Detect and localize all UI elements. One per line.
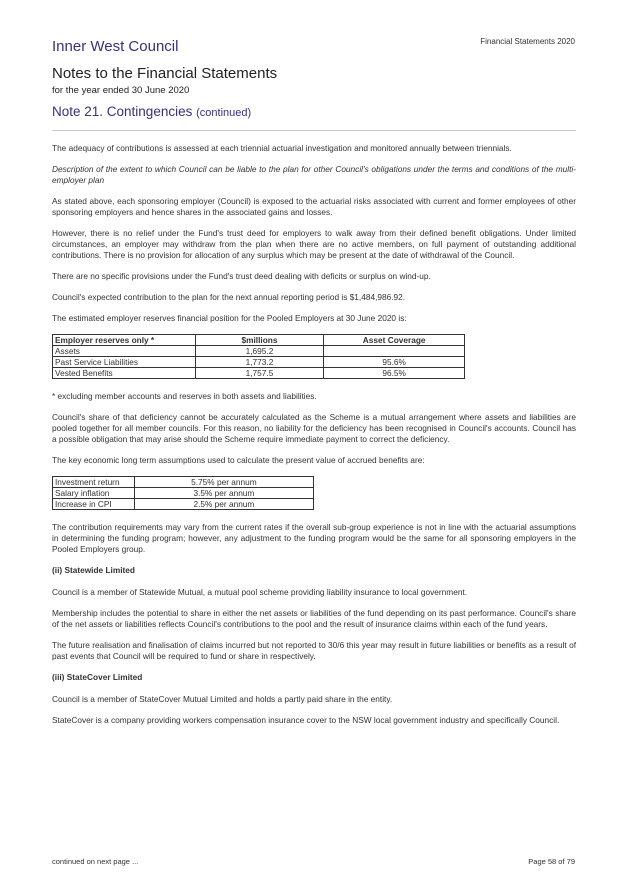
assumptions-table — [52, 476, 314, 510]
page-subtitle: for the year ended 30 June 2020 — [52, 85, 190, 96]
header-divider — [52, 130, 576, 131]
paragraph: There are no specific provisions under the Fund's trust deed dealing with deficits or surplus on wind-up. — [52, 271, 431, 281]
table-cell — [324, 346, 465, 357]
continued-note: continued on next page ... — [52, 857, 139, 866]
table-row — [53, 346, 465, 357]
table-cell: 1,757.5 — [195, 368, 324, 379]
page-title: Notes to the Financial Statements — [52, 65, 278, 82]
note-body — [52, 143, 576, 736]
table-header-cell: Employer reserves only * — [53, 335, 196, 346]
reserves-table — [52, 334, 465, 379]
table-cell: Increase in CPI — [53, 499, 135, 510]
table-cell: Investment return — [53, 477, 135, 488]
table-cell: 1,773.2 — [195, 357, 324, 368]
table-cell: Past Service Liabilities — [53, 357, 196, 368]
paragraph: The key economic long term assumptions used to calculate the present value of accrued benefits are: — [52, 455, 425, 465]
footnote: * excluding member accounts and reserves in both assets and liabilities. — [52, 391, 317, 401]
page-number: Page 58 of 79 — [528, 857, 575, 866]
table-cell: 2.5% per annum — [134, 499, 313, 510]
paragraph: As stated above, each sponsoring employer (Council) is exposed to the actuarial risks associated with current and former employees of other sponsoring employers and hence shares in the associated gains and losses. — [52, 196, 576, 217]
report-label: Financial Statements 2020 — [480, 37, 575, 46]
paragraph: Council is a member of StateCover Mutual Limited and holds a partly paid share in the entity. — [52, 694, 393, 704]
table-row — [53, 488, 314, 499]
table-cell: 1,695.2 — [195, 346, 324, 357]
paragraph: Council's expected contribution to the plan for the next annual reporting period is $1,484,986.92. — [52, 292, 406, 302]
table-cell: Salary inflation — [53, 488, 135, 499]
section-heading: (iii) StateCover Limited — [52, 672, 143, 682]
table-row — [53, 499, 314, 510]
paragraph: Council's share of that deficiency cannot be accurately calculated as the Scheme is a mutual arrangement where assets and liabilities are pooled together for all member councils. For this reason, no liability for the deficiency has been recognised in Council's accounts. Council has a possible obligation that may arise should the Scheme require immediate payment to correct the deficiency. — [52, 412, 576, 444]
paragraph: Council is a member of Statewide Mutual, a mutual pool scheme providing liability insurance to local government. — [52, 587, 468, 597]
table-header-row — [53, 335, 465, 346]
table-cell: Vested Benefits — [53, 368, 196, 379]
table-row — [53, 357, 465, 368]
council-name: Inner West Council — [52, 38, 179, 55]
paragraph: The future realisation and finalisation of claims incurred but not reported to 30/6 this year may result in future liabilities or benefits as a result of past events that Council will be required to fund or share in respectively. — [52, 640, 576, 661]
section-heading: (ii) Statewide Limited — [52, 565, 135, 575]
table-cell: 95.6% — [324, 357, 465, 368]
table-cell: Assets — [53, 346, 196, 357]
paragraph: The estimated employer reserves financial position for the Pooled Employers at 30 June 2020 is: — [52, 313, 407, 323]
table-row — [53, 477, 314, 488]
table-cell: 5.75% per annum — [134, 477, 313, 488]
table-cell: 96.5% — [324, 368, 465, 379]
paragraph-italic: Description of the extent to which Council can be liable to the plan for other Council's obligations under the terms and conditions of the multi-employer plan — [52, 164, 576, 185]
table-header-cell: $millions — [195, 335, 324, 346]
table-cell: 3.5% per annum — [134, 488, 313, 499]
paragraph: StateCover is a company providing workers compensation insurance cover to the NSW local government industry and specifically Council. — [52, 715, 560, 725]
note-suffix: (continued) — [196, 107, 252, 119]
note-title: Note 21. Contingencies — [52, 104, 193, 119]
paragraph: The adequacy of contributions is assessed at each triennial actuarial investigation and monitored annually between triennials. — [52, 143, 512, 153]
table-header-cell: Asset Coverage — [324, 335, 465, 346]
table-row — [53, 368, 465, 379]
paragraph: Membership includes the potential to share in either the net assets or liabilities of the fund depending on its past performance. Council's share of the net assets or liabilities reflects Council's contributions to the pool and the result of insurance claims within each of the fund years. — [52, 608, 576, 629]
paragraph: The contribution requirements may vary from the current rates if the overall sub-group experience is not in line with the actuarial assumptions in determining the funding program; however, any adjustment to the funding program would be the same for all sponsoring employers in the Pooled Employers group. — [52, 522, 576, 554]
paragraph: However, there is no relief under the Fund's trust deed for employers to walk away from their defined benefit obligations. Under limited circumstances, an employer may withdraw from the plan when there are no active members, on full payment of outstanding additional contributions. There is no provision for allocation of any surplus which may be present at the date of withdrawal of the Council. — [52, 228, 576, 260]
note-heading — [52, 104, 251, 119]
